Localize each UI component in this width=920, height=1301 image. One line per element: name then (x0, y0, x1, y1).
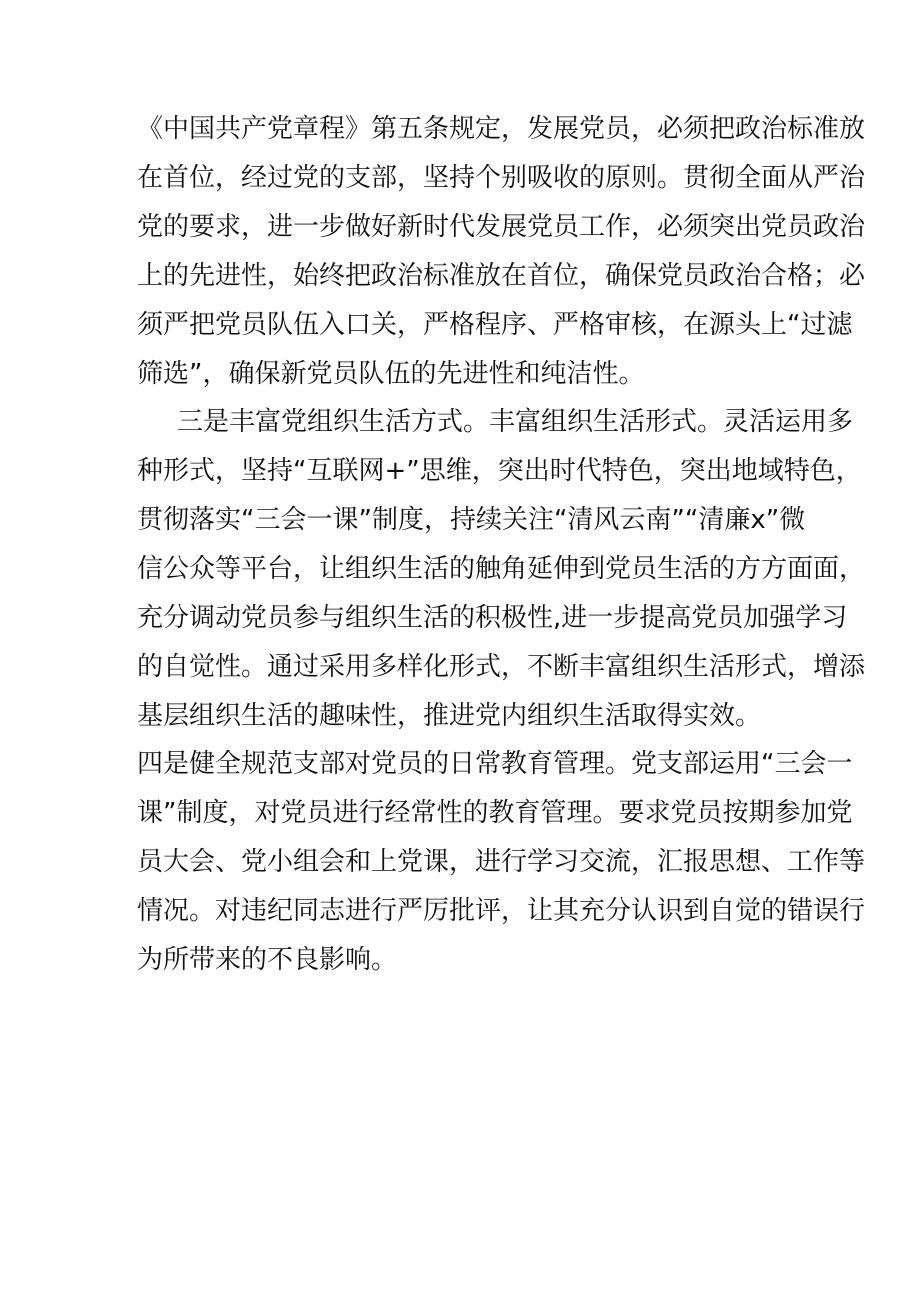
paragraph-2-line-7: 基层组织生活的趣味性，推进党内组织生活取得实效。 (137, 701, 762, 731)
paragraph-2-line-5: 充分调动党员参与组织生活的积极性,进一步提高党员加强学习 (137, 603, 848, 633)
paragraph-2-line-6: 的自觉性。通过采用多样化形式，不断丰富组织生活形式，增添 (137, 652, 866, 682)
paragraph-2-line-4: 信公众等平台，让组织生活的触角延伸到党员生活的方方面面， (137, 554, 866, 584)
paragraph-2-line-2: 种形式，坚持“互联网+”思维，突出时代特色，突出地域特色， (137, 456, 862, 486)
paragraph-3-line-3: 员大会、党小组会和上党课，进行学习交流，汇报思想、工作等 (137, 847, 866, 877)
paragraph-3-line-1: 四是健全规范支部对党员的日常教育管理。党支部运用“三会一 (137, 749, 853, 779)
paragraph-1-line-4: 上的先进性，始终把政治标准放在首位，确保党员政治合格；必 (137, 261, 866, 291)
paragraph-2-line-1: 三是丰富党组织生活方式。丰富组织生活形式。灵活运用多 (177, 407, 854, 437)
paragraph-2-line-3: 贯彻落实“三会一课”制度，持续关注“清风云南”“清廉x”微 (137, 505, 806, 535)
paragraph-1-line-6: 筛选”，确保新党员队伍的先进性和纯洁性。 (137, 359, 645, 389)
paragraph-3-line-4: 情况。对违纪同志进行严厉批评，让其充分认识到自觉的错误行 (137, 896, 866, 926)
paragraph-1-line-1: 《中国共产党章程》第五条规定，发展党员，必须把政治标准放 (137, 114, 866, 144)
paragraph-1-line-5: 须严把党员队伍入口关，严格程序、严格审核，在源头上“过滤 (137, 310, 853, 340)
paragraph-1-line-2: 在首位，经过党的支部，坚持个别吸收的原则。贯彻全面从严治 (137, 163, 866, 193)
paragraph-3-line-2: 课”制度，对党员进行经常性的教育管理。要求党员按期参加党 (137, 798, 853, 828)
paragraph-3-line-5: 为所带来的不良影响。 (137, 945, 398, 975)
paragraph-1-line-3: 党的要求，进一步做好新时代发展党员工作，必须突出党员政治 (137, 212, 866, 242)
